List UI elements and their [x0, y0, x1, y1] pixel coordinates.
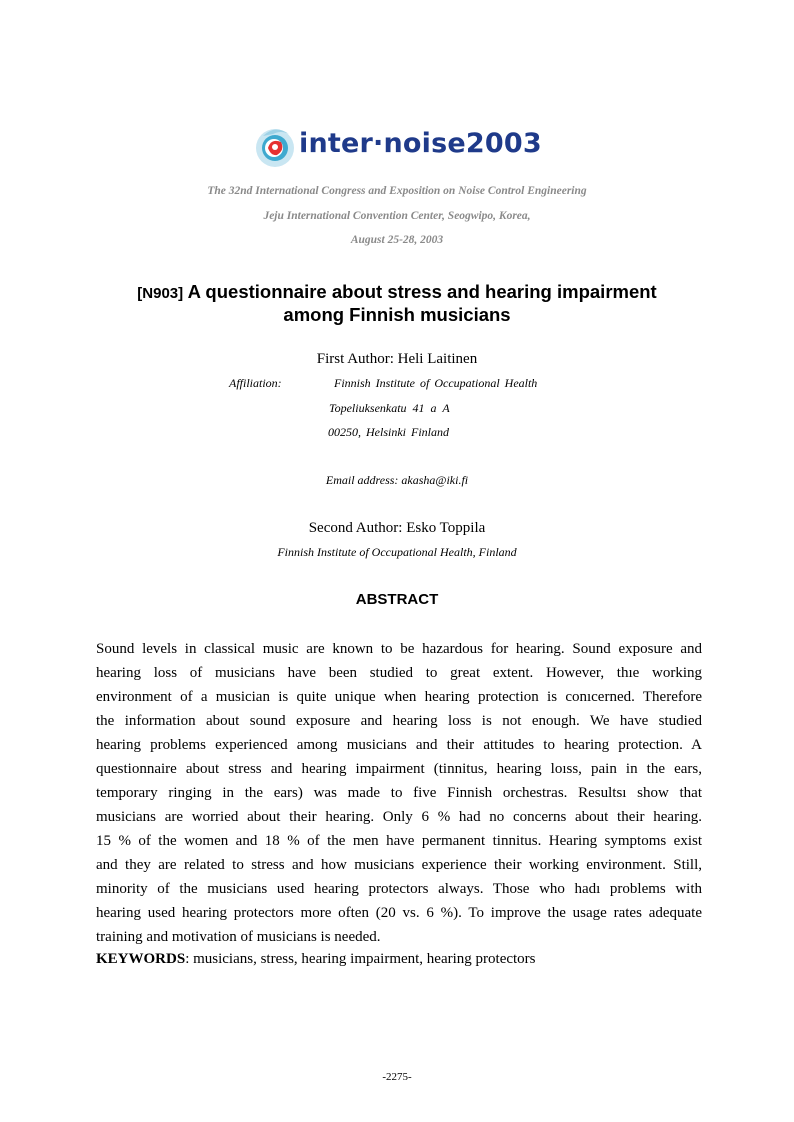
abstract-line: 15 % of the women and 18 % of the men have permanent tinnitus. Hearing symptoms exist [96, 833, 702, 849]
logo-text: inter·noise2003 [299, 128, 542, 159]
ear-swirl-icon [255, 122, 299, 172]
abstract-line: the information about sound exposure and hearing loss is not enough. We have studied [96, 713, 702, 729]
affiliation-line-3: 00250, Helsinki Finland [328, 425, 449, 439]
paper-code: [N903] [137, 285, 184, 302]
affiliation-label: Affiliation: [229, 376, 282, 390]
keywords [96, 951, 536, 968]
keywords-list: : musicians, stress, hearing impairment, hearing protectors [185, 951, 536, 967]
abstract-line: Sound levels in classical music are known to be hazardous for hearing. Sound exposure and [96, 641, 702, 657]
paper-title-line-2: among Finnish musicians [283, 304, 511, 325]
affiliation-line-1: Finnish Institute of Occupational Health [334, 376, 538, 390]
abstract-line: and they are related to stress and how musicians experience their working environment. Still, [96, 857, 702, 873]
abstract-line: minority of the musicians used hearing protectors always. Those who hadı problems with [96, 881, 702, 897]
paper-title-text-1: A questionnaire about stress and hearing impairment [187, 281, 657, 302]
abstract-line: environment of a musician is quite unique when hearing protection is conıcerned. Therefore [96, 689, 702, 705]
second-author: Second Author: Esko Toppila [308, 520, 486, 536]
conference-venue: Jeju International Convention Center, Seogwipo, Korea, [263, 210, 531, 222]
abstract-line: hearing used hearing protectors more often (20 vs. 6 %). To improve the usage rates adequate [96, 905, 702, 921]
abstract-line: temporary ringing in the ears) was made to five Finnish orchestras. Resultsı show that [96, 785, 702, 801]
abstract-heading: ABSTRACT [355, 591, 439, 608]
abstract-line: training and motivation of musicians is needed. [96, 929, 381, 945]
author-email: Email address: akasha@iki.fi [325, 473, 469, 487]
paper-title-line-1 [0, 280, 794, 305]
page-number: -2275- [382, 1071, 412, 1083]
keywords-label: KEYWORDS [96, 951, 186, 967]
first-author: First Author: Heli Laitinen [316, 351, 478, 367]
affiliation-line-2: Topeliuksenkatu 41 a A [329, 401, 450, 415]
second-author-affiliation: Finnish Institute of Occupational Health, Finland [277, 545, 517, 559]
abstract-line: questionnaire about stress and hearing impairment (tinnitus, hearing loıss, pain in the ears, [96, 761, 702, 777]
abstract-line: hearing problems experienced among musicians and their attitudes to hearing protection. A [96, 737, 702, 753]
abstract-line: musicians are worried about their hearing. Only 6 % had no concerns about their hearing. [96, 809, 702, 825]
abstract-line: hearing loss of musicians have been studied to great extent. However, thıe working [96, 665, 702, 681]
conference-dates: August 25-28, 2003 [350, 234, 444, 246]
conference-logo [255, 122, 545, 172]
conference-name: The 32nd International Congress and Exposition on Noise Control Engineering [207, 185, 587, 197]
